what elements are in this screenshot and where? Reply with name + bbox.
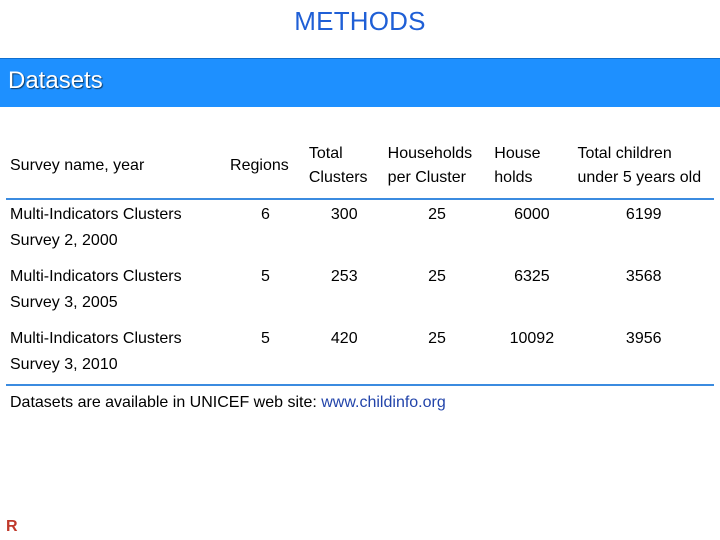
cell-regions: 6 [261,206,270,223]
page-title: METHODS [294,6,426,36]
cell-households-per-cluster: 25 [428,268,446,285]
header-survey: Survey name, year [6,134,226,199]
table-row [6,324,714,385]
cell-children: 3956 [573,324,714,385]
cell-regions: 5 [261,268,270,285]
cell-households: 10092 [490,324,573,385]
childinfo-link[interactable]: www.childinfo.org [321,394,446,411]
corner-mark: R [6,518,18,535]
cell-households-per-cluster: 25 [428,206,446,223]
table-header-row [6,134,714,199]
cell-survey-name: Multi-Indicators Clusters Survey 3, 2005 [10,268,182,311]
cell-children: 6199 [625,206,662,223]
section-title: Datasets [8,67,103,94]
cell-regions: 5 [226,324,305,385]
cell-households-per-cluster: 25 [384,324,491,385]
header-households-per-cluster: Households per Cluster [384,134,491,199]
cell-clusters: 253 [330,268,358,285]
availability-note [10,394,446,412]
table-row [6,199,714,262]
header-total-clusters: Total Clusters [305,134,384,199]
note-text: Datasets are available in UNICEF web site: [10,394,317,411]
cell-survey-name: Multi-Indicators Clusters Survey 3, 2010 [6,324,226,385]
header-households: House holds [490,134,573,199]
cell-clusters: 300 [330,206,358,223]
table-row [6,262,714,324]
cell-households: 6325 [514,268,550,285]
cell-clusters: 420 [305,324,384,385]
datasets-table [6,134,714,386]
cell-households: 6000 [514,206,550,223]
cell-survey-name: Multi-Indicators Clusters Survey 2, 2000 [10,206,182,249]
header-regions: Regions [226,134,305,199]
header-children-under-5: Total children under 5 years old [573,134,714,199]
cell-children: 3568 [625,268,662,285]
section-band [0,58,720,107]
